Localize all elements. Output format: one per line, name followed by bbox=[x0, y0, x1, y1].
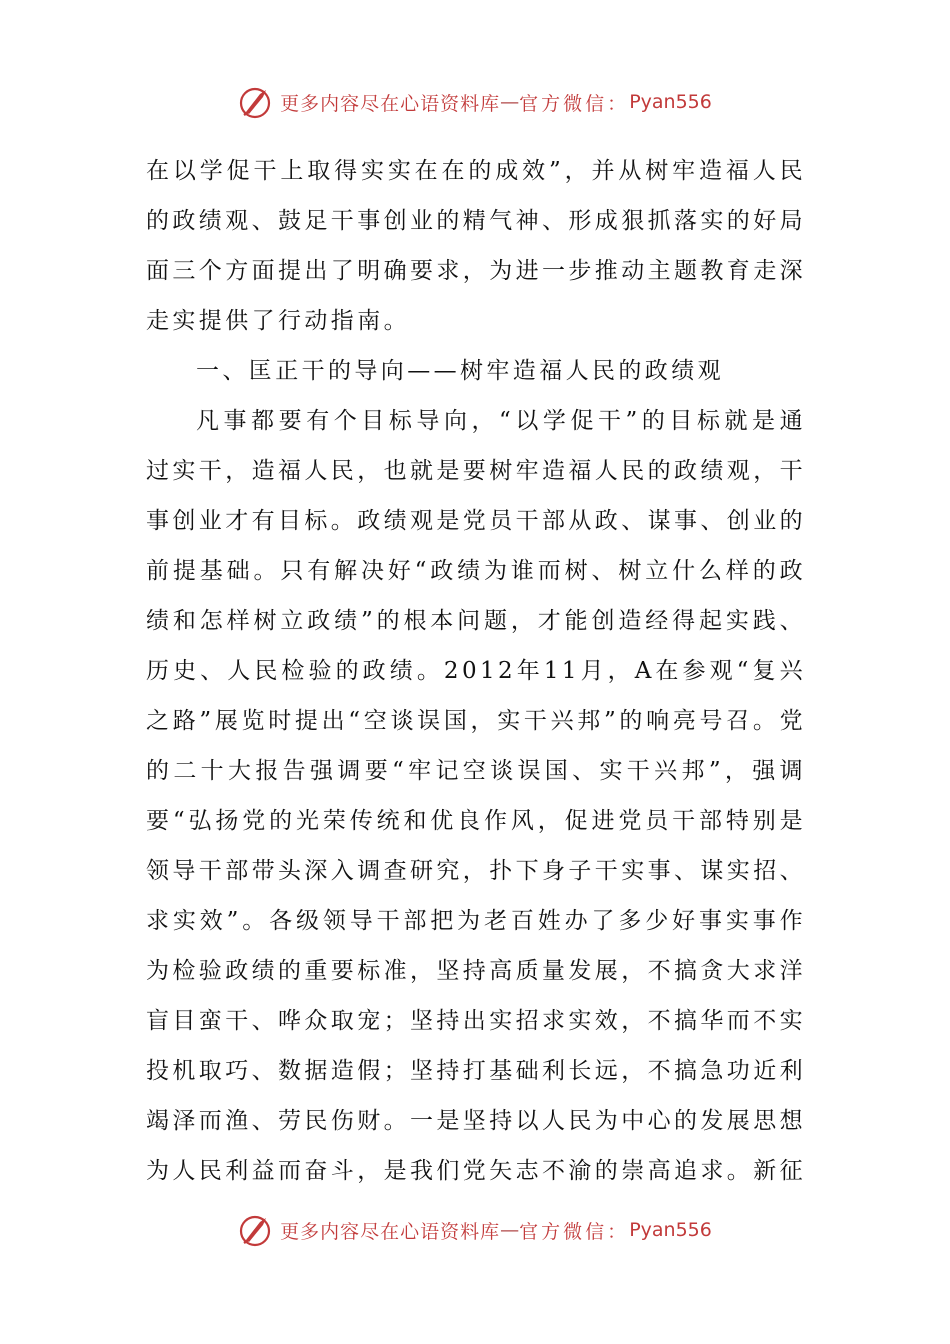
pen-nib-circle-icon bbox=[238, 1212, 274, 1248]
watermark-wechat-id: Pyan556 bbox=[629, 91, 712, 113]
watermark-text: 更多内容尽在心语资料库 bbox=[280, 1220, 501, 1243]
watermark-text: 更多内容尽在心语资料库 bbox=[280, 92, 501, 115]
section-heading: 一、匡正干的导向——树牢造福人民的政绩观 bbox=[196, 358, 724, 384]
watermark-official-label: 官方微信： bbox=[519, 1220, 630, 1243]
watermark-dash: — bbox=[500, 1219, 520, 1241]
watermark-official-label: 官方微信： bbox=[519, 92, 630, 115]
watermark-dash: — bbox=[500, 91, 520, 113]
document-body bbox=[146, 146, 806, 1196]
paragraph: 凡事都要有个目标导向，“以学促干”的目标就是通过实干，造福人民，也就是要树牢造福人民的政绩观，干事创业才有目标。政绩观是党员干部从政、谋事、创业的前提基础。只有解决好“政绩为谁而树、树立什么样的政绩和怎样树立政绩”的根本问题，才能创造经得起实践、历史、人民检验的政绩。2012年11月，A在参观“复兴之路”展览时提出“空谈误国，实干兴邦”的响亮号召。党的二十大报告强调要“牢记空谈误国、实干兴邦”，强调要“弘扬党的光荣传统和优良作风，促进党员干部特别是领导干部带头深入调查研究，扑下身子干实事、谋实招、求实效”。各级领导干部把为老百姓办了多少好事实事作为检验政绩的重要标准，坚持高质量发展，不搞贪大求洋盲目蛮干、哗众取宠；坚持出实招求实效，不搞华而不实投机取巧、数据造假；坚持打基础利长远，不搞急功近利竭泽而渔、劳民伤财。一是坚持以人民为中心的发展思想为人民利益而奋斗，是我们党矢志不渝的崇高追求。新征 bbox=[146, 408, 806, 1184]
pen-nib-circle-icon bbox=[238, 84, 274, 120]
footer-watermark bbox=[0, 1210, 950, 1250]
paragraph-continued: 在以学促干上取得实实在在的成效”，并从树牢造福人民的政绩观、鼓足干事创业的精气神、形成狠抓落实的好局面三个方面提出了明确要求，为进一步推动主题教育走深走实提供了行动指南。 bbox=[146, 158, 806, 334]
watermark-wechat-id: Pyan556 bbox=[629, 1219, 712, 1241]
header-watermark bbox=[0, 82, 950, 122]
